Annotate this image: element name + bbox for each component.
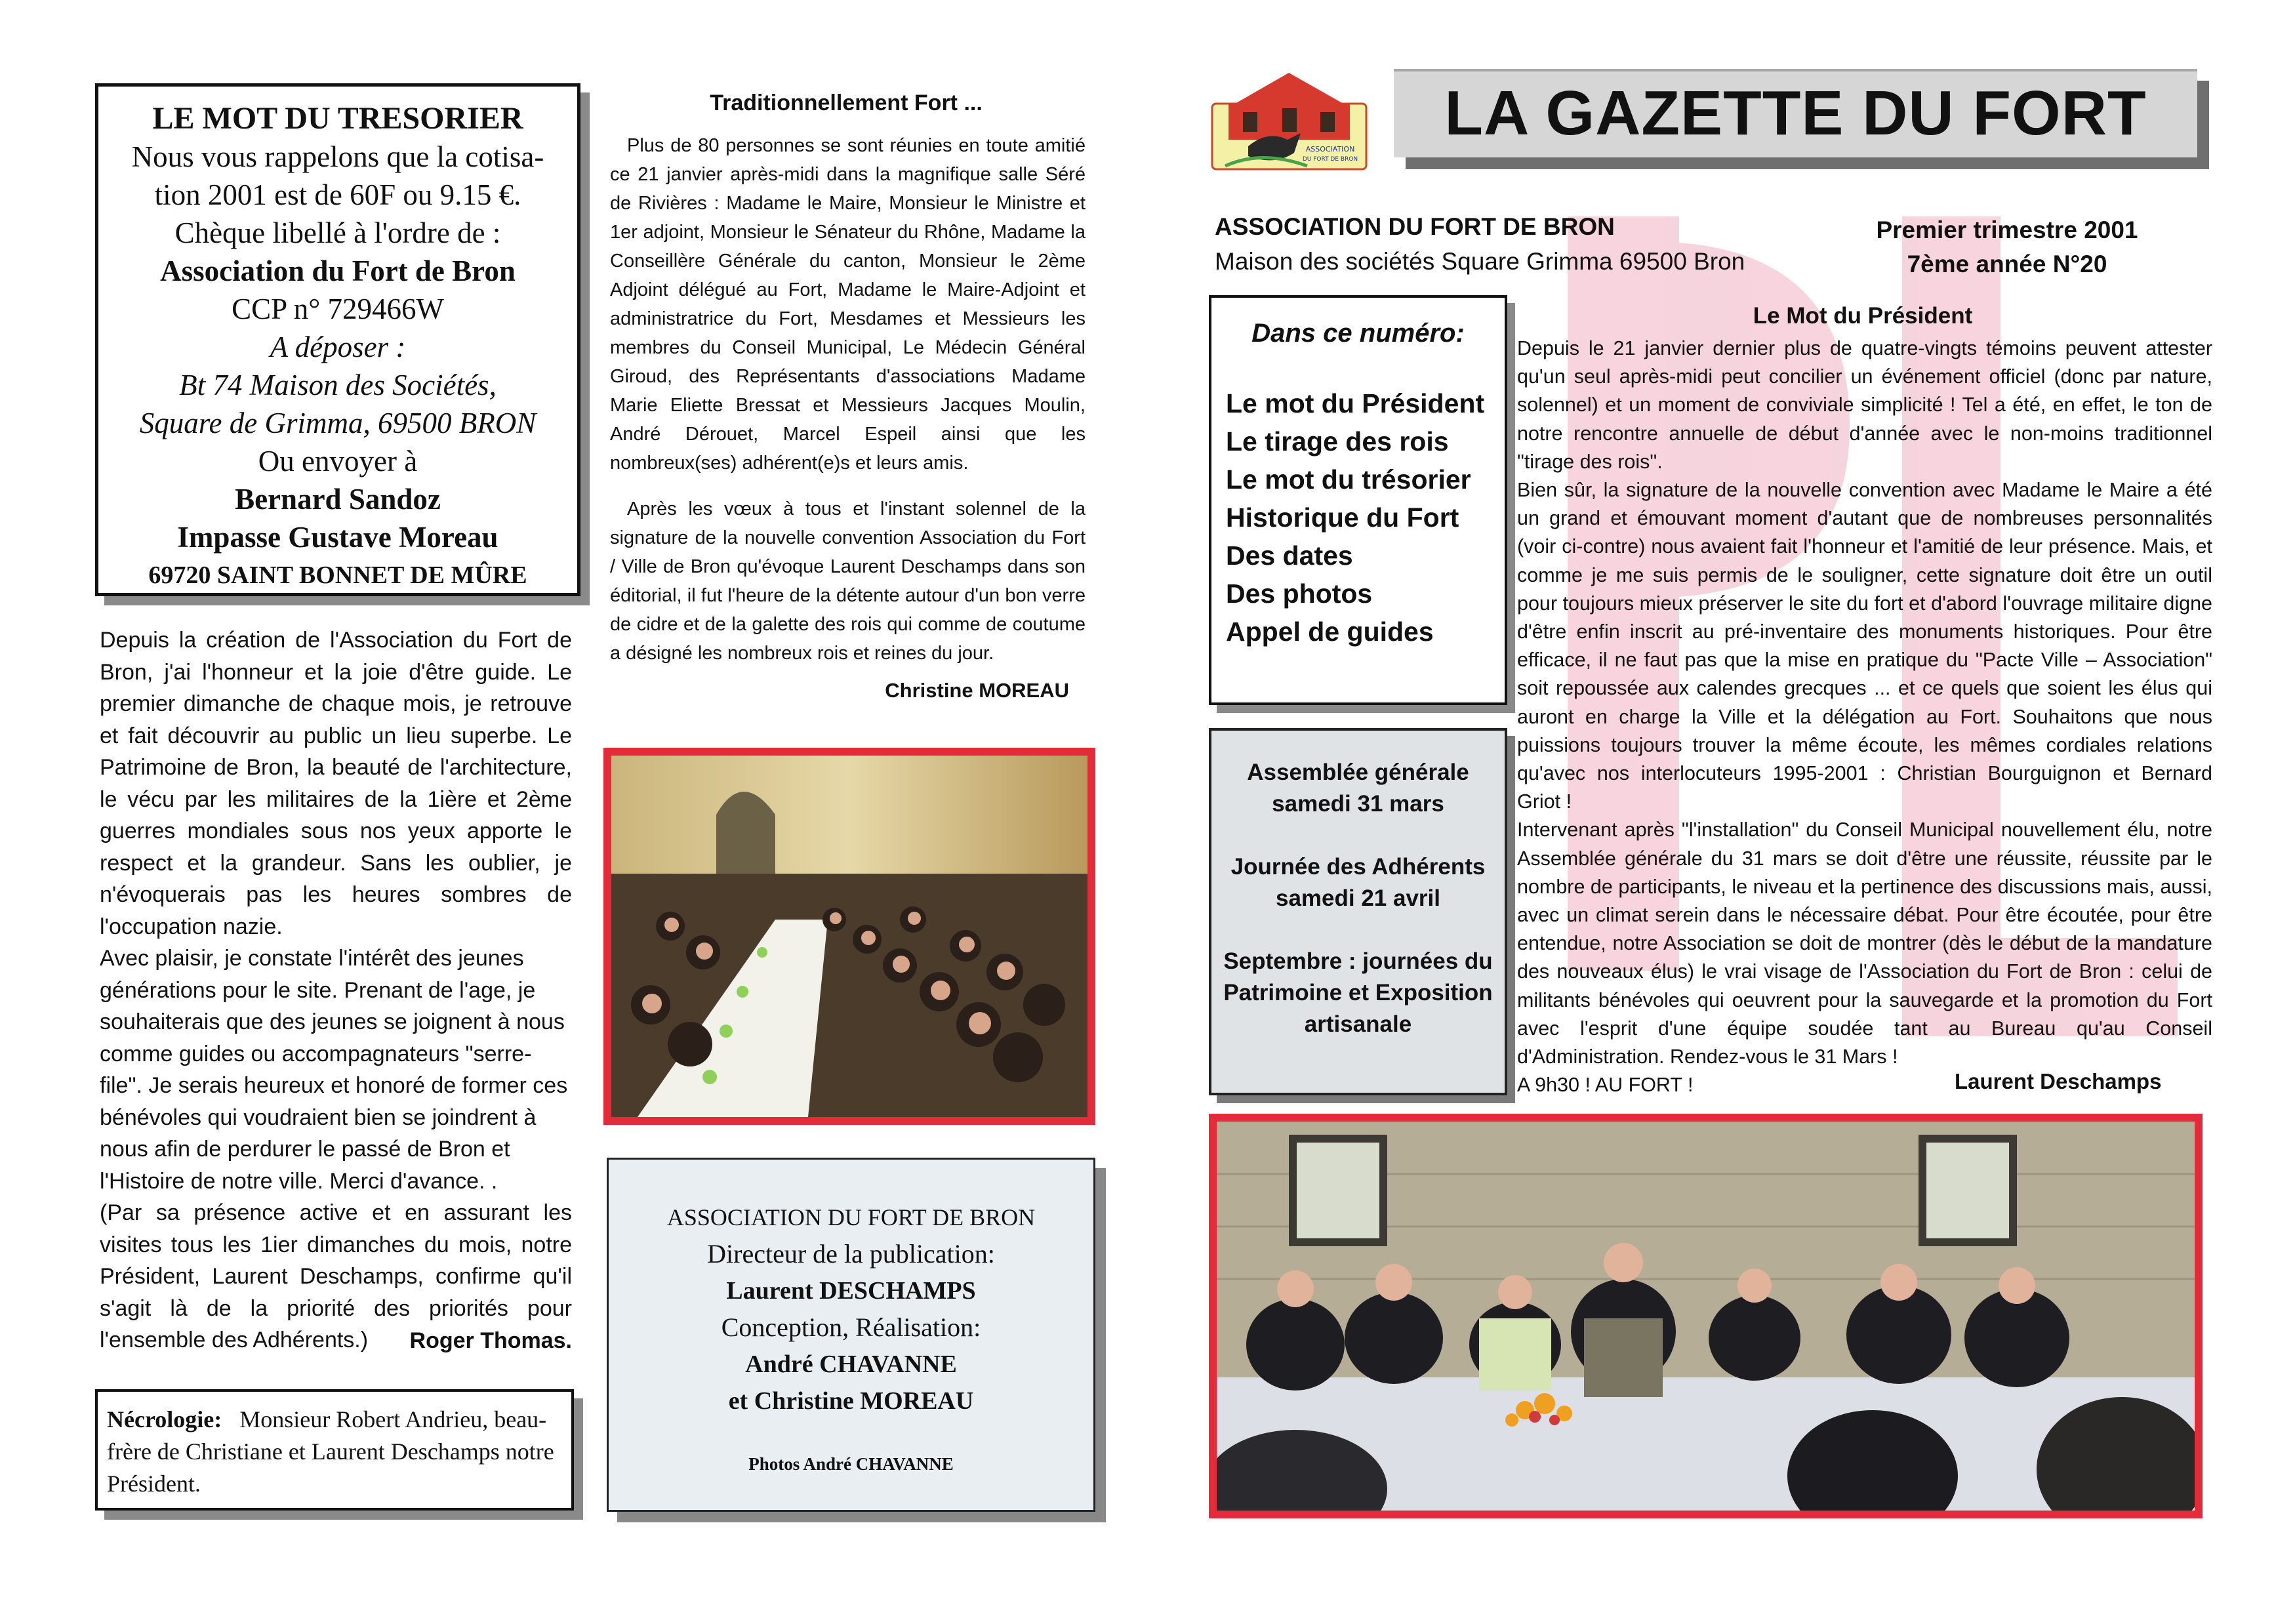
assembly-photo-image xyxy=(1217,1122,2195,1511)
treasurer-ccp: CCP n° 729466W xyxy=(232,293,444,325)
contents-item: Des dates xyxy=(1226,540,1353,571)
guide-article xyxy=(100,624,572,1356)
tradition-article xyxy=(610,131,1086,668)
contents-item: Le tirage des rois xyxy=(1226,426,1449,457)
publication-photos: Photos André CHAVANNE xyxy=(748,1454,954,1474)
header-issue: 7ème année N°20 xyxy=(1907,251,2107,277)
assembly-photo xyxy=(1209,1114,2203,1518)
masthead-title: LA GAZETTE DU FORT xyxy=(1444,78,2147,148)
president-article xyxy=(1517,335,2212,1099)
president-paragraph: Depuis le 21 janvier dernier plus de quatre-vingts témoins peuvent attester qu'un seul après-midi peut concilier un événement officiel (donc par nature, solennel) et un moment de conviviale simplicité ! Tel a été, en effet, le ton de notre rencontre annuelle de début d'année avec le non-moins traditionnel "tirage des rois". xyxy=(1517,337,2212,473)
president-closing: A 9h30 ! AU FORT ! xyxy=(1517,1074,1694,1097)
dates-box xyxy=(1209,728,1507,1095)
treasurer-line: tion 2001 est de 60F ou 9.15 €. xyxy=(154,178,521,211)
date-event: Journée des Adhérents samedi 21 avril xyxy=(1230,854,1486,911)
president-signature: Laurent Deschamps xyxy=(1955,1069,2162,1093)
treasurer-line: A déposer : xyxy=(270,331,406,363)
logo-text: ASSOCIATION xyxy=(1305,145,1355,153)
publication-box xyxy=(607,1158,1095,1512)
contents-title: Dans ce numéro: xyxy=(1251,319,1465,348)
header-quarter: Premier trimestre 2001 xyxy=(1876,216,2138,243)
header-address: Maison des sociétés Square Grimma 69500 Bron xyxy=(1215,248,1745,275)
contents-item: Le mot du trésorier xyxy=(1226,464,1471,495)
contents-item: Des photos xyxy=(1226,579,1373,609)
contents-box xyxy=(1209,295,1507,705)
banquet-photo xyxy=(603,748,1095,1125)
header-period xyxy=(1869,213,2145,281)
date-event: Septembre : journées du Patrimoine et Exposition artisanale xyxy=(1223,948,1493,1037)
guide-paragraph: (Par sa présence active et en assurant les visites tous les 1ier dimanches du mois, notre Président, Laurent Deschamps, confirme qu'il s'agit là de la priorité des priorités pour l'ensemble des Adhérents.) xyxy=(100,1200,572,1352)
tradition-signature: Christine MOREAU xyxy=(885,679,1069,702)
treasurer-line: Bt 74 Maison des Sociétés, xyxy=(179,369,497,401)
president-paragraph: Bien sûr, la signature de la nouvelle convention avec Madame le Maire a été un grand et émouvant moment d'autant que de nombreuses personnalités (voir ci-contre) nous avaient fait l'honneur et l'amitié de leur présence. Mais, et comme je me suis permis de le souligner, cette signature doit être un outil pour toujours mieux préserver le site du fort et d'abord l'ouvrage militaire digne d'être enfin inscrit au pré-inventaire des monuments historiques. Pour être efficace, il ne faut pas que la mise en pratique du "Pacte Ville – Association" soit repoussée aux calendes grecques ... et ce quels que soient les élus qui auront en charge la Ville et la délégation au Fort. Souhaitons que nous puissions toujours trouver la même écoute, les mêmes cordiales relations qu'avec nos interlocuteurs 1995-2001 : Christian Bourguignon et Bernard Griot ! xyxy=(1517,479,2212,813)
association-logo xyxy=(1209,68,1370,173)
treasurer-city: 69720 SAINT BONNET DE MÛRE xyxy=(148,561,527,589)
treasurer-payee: Association du Fort de Bron xyxy=(160,254,516,287)
contents-item: Appel de guides xyxy=(1226,617,1434,647)
publication-director-label: Directeur de la publication: xyxy=(707,1239,995,1269)
tradition-paragraph: Plus de 80 personnes se sont réunies en toute amitié ce 21 janvier après-midi dans la magnifique salle Séré de Rivières : Madame le Maire, Monsieur le Ministre et 1er adjoint, Monsieur le Sénateur du Rhône, Madame la Conseillère Générale du canton, Monsieur le 2ème Adjoint délégué au Fort, Madame le Maire-Adjoint et administratrice du Fort, Mesdames et Messieurs les membres du Conseil Municipal, Le Médecin Général Giroud, des Représentants d'associations Madame Marie Eliette Bressat et Messieurs Jacques Moulin, André Dérouet, Marcel Espeil ainsi que les nombreux(ses) adhérent(e)s et leurs amis. xyxy=(610,135,1086,474)
header-association: ASSOCIATION DU FORT DE BRON xyxy=(1215,213,1615,240)
fort-logo-icon xyxy=(1209,68,1370,173)
president-title: Le Mot du Président xyxy=(1753,303,1973,329)
guide-signature: Roger Thomas. xyxy=(409,1328,572,1353)
necrology-label: Nécrologie: xyxy=(107,1406,222,1432)
svg-text:DU FORT DE BRON: DU FORT DE BRON xyxy=(1302,156,1358,163)
president-paragraph: Intervenant après "l'installation" du Conseil Municipal nouvellement élu, notre Assemblée générale du 31 mars se doit d'être une réussite, réussite par le nombre de participants, le niveau et la pertinence des discussions mais, aussi, avec un climat serein dans le nécessaire débat. Pour être écoutée, pour être entendue, notre Association se doit de montrer (dès le début de la mandature des nouveaux élus) le vrai visage de l'Association du Fort de Bron : celui de militants bénévoles qui oeuvrent pour la sauvegarde et la promotion du Fort avec l'esprit d'une équipe soudée tant au Bureau qu'au Conseil d'Administration. Rendez-vous le 31 Mars ! xyxy=(1517,819,2212,1068)
guide-paragraph: Avec plaisir, je constate l'intérêt des jeunes générations pour le site. Prenant de l'age, je souhaiterais que des jeunes se joignent à nous comme guides ou accompagnateurs "serre-file". Je serais heureux et honoré de former ces bénévoles qui voudraient bien se joindrent à nous afin de perdurer le passé de Bron et l'Histoire de notre ville. Merci d'avance. . xyxy=(100,946,568,1194)
treasurer-line: Chèque libellé à l'ordre de : xyxy=(174,216,501,249)
contents-item: Le mot du Président xyxy=(1226,388,1485,418)
treasurer-line: Ou envoyer à xyxy=(258,445,418,477)
publication-association: ASSOCIATION DU FORT DE BRON xyxy=(666,1204,1036,1230)
tradition-paragraph: Après les vœux à tous et l'instant solennel de la signature de la nouvelle convention Association du Fort / Ville de Bron qu'évoque Laurent Deschamps dans son éditorial, il fut l'heure de la détente autour d'un bon verre de cidre et de la galette des rois qui comme de coutume a désigné les nombreux rois et reines du jour. xyxy=(610,498,1086,664)
treasurer-name: Bernard Sandoz xyxy=(235,483,441,516)
publication-design-label: Conception, Réalisation: xyxy=(721,1312,981,1342)
necrology-box xyxy=(95,1389,574,1511)
publication-designer: André CHAVANNE xyxy=(745,1350,957,1378)
date-event: Assemblée générale samedi 31 mars xyxy=(1247,760,1469,817)
treasurer-title: LE MOT DU TRESORIER xyxy=(152,101,523,136)
treasurer-box xyxy=(95,83,580,596)
publication-director: Laurent DESCHAMPS xyxy=(726,1277,976,1305)
treasurer-line: Square de Grimma, 69500 BRON xyxy=(139,407,537,439)
tradition-title: Traditionnellement Fort ... xyxy=(710,91,983,115)
treasurer-street: Impasse Gustave Moreau xyxy=(177,521,498,554)
treasurer-line: Nous vous rappelons que la cotisa- xyxy=(131,140,544,173)
contents-item: Historique du Fort xyxy=(1226,502,1459,533)
guide-paragraph: Depuis la création de l'Association du Fort de Bron, j'ai l'honneur et la joie d'être guide. Le premier dimanche de chaque mois, je retrouve et fait découvrir au public un lieu superbe. Le Patrimoine de Bron, la beauté de l'architecture, le vécu par les militaires de la 1ière et 2ème guerres mondiales sous nos yeux apporte le respect et la grandeur. Sans les oublier, je n'évoquerais pas les heures sombres de l'occupation nazie. xyxy=(100,628,572,939)
banquet-photo-image xyxy=(611,756,1087,1117)
publication-designer: et Christine MOREAU xyxy=(728,1387,974,1415)
necrology-text: Monsieur Robert Andrieu, beau-frère de Christiane et Laurent Deschamps notre Président. xyxy=(107,1406,554,1497)
